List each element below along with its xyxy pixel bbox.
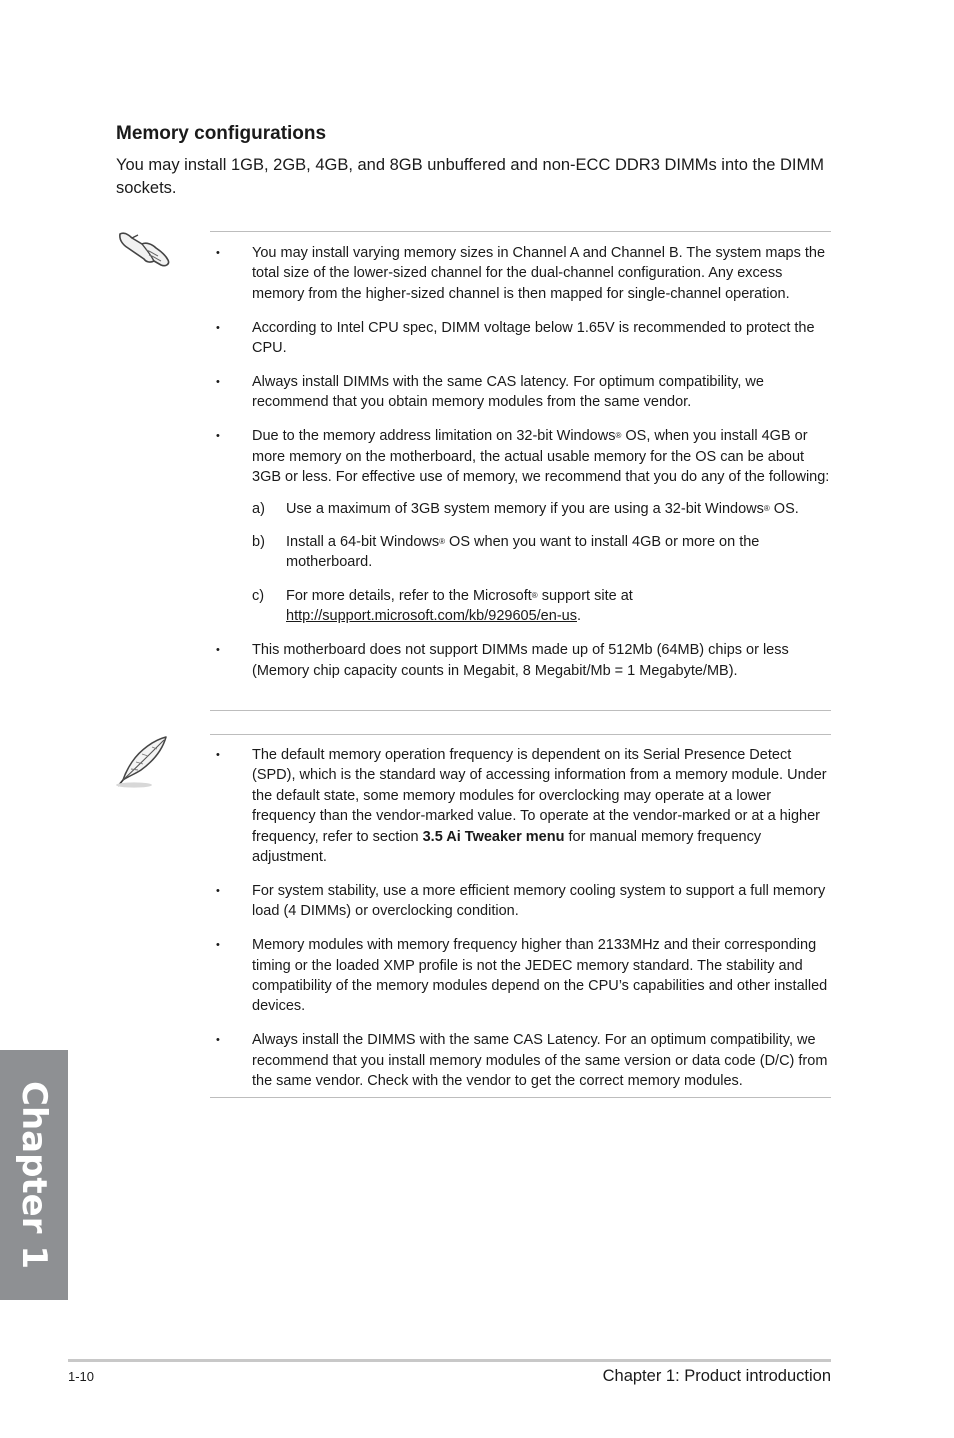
sub-list-item — [252, 586, 831, 627]
list-item — [210, 881, 831, 922]
bullet: • — [216, 247, 220, 259]
list-item-text: You may install varying memory sizes in Channel A and Channel B. The system maps the total size of the lower-sized channel for the dual-channel configuration. Any excess memory from the higher-sized channel is then mapped for single-channel operation. — [252, 245, 826, 302]
section-heading: Memory configurations — [116, 123, 327, 144]
bullet: • — [216, 939, 220, 952]
list-item-memory-frequency — [210, 745, 831, 867]
sub-list-letter: c) — [252, 587, 265, 604]
bullet: • — [216, 749, 220, 761]
chapter-tab-label: Chapter 1 — [14, 1080, 54, 1270]
sub-list — [252, 499, 831, 627]
list-item — [210, 640, 831, 681]
pointing-hand-icon — [116, 226, 172, 268]
bullet: • — [216, 430, 220, 443]
sub-list-letter: a) — [252, 500, 265, 517]
page-number: 1-10 — [68, 1369, 95, 1384]
list-item — [210, 1030, 831, 1091]
list-item-text: This motherboard does not support DIMMs made up of 512Mb (64MB) chips or less (Memory chip capacity counts in Megabit, 8 Megabit/Mb = 1 Megabyte/MB). — [252, 642, 789, 679]
sub-list-text: For more details, refer to the Microsoft — [286, 587, 532, 604]
registered-mark: ® — [439, 536, 446, 546]
registered-mark: ® — [615, 431, 622, 441]
sub-list-item — [252, 532, 831, 573]
sub-list-text: . — [576, 608, 581, 625]
bullet: • — [216, 644, 220, 657]
bullet: • — [216, 1034, 220, 1047]
chapter-tab — [0, 1050, 68, 1300]
list-item-text: OS, when you install 4GB or more memory on the motherboard, the actual usable memory for the OS can be about 3GB or less. For effective use of memory, we recommend that you do any of the following: — [252, 428, 830, 486]
bullet: • — [216, 376, 220, 389]
note-box — [210, 734, 831, 1098]
list-item — [210, 372, 831, 413]
registered-mark: ® — [531, 590, 538, 600]
sub-list-item — [252, 499, 831, 519]
list-item-text: Due to the memory address limitation on 32-bit Windows — [252, 428, 616, 445]
footer-divider — [68, 1359, 831, 1362]
quill-pen-icon — [114, 734, 172, 790]
sub-list-text: support site at — [537, 587, 633, 604]
list-item-text: The default memory operation frequency is dependent on its Serial Presence Detect (SPD), which is the standard way of accessing information from a memory module. Under the default state, some memory modules for overclocking may operate at a lower frequency than the vendor-marked value. To operate at the vendor-marked or at a higher frequency, refer to section — [252, 747, 827, 845]
list-item-text: Memory modules with memory frequency higher than 2133MHz and their corresponding timing or the loaded XMP profile is not the JEDEC memory standard. The stability and compatibility of the memory modules depend on the CPU’s capabilities and other installed devices. — [252, 937, 828, 1015]
sub-list-letter: b) — [252, 533, 265, 550]
section-reference: 3.5 Ai Tweaker menu — [422, 828, 565, 845]
list-item-text: For system stability, use a more efficient memory cooling system to support a full memory load (4 DIMMs) or overclocking condition. — [252, 882, 826, 920]
sub-list-text: OS when you want to install 4GB or more on the motherboard. — [286, 533, 760, 571]
list-item — [210, 318, 831, 359]
sub-list-text: Install a 64-bit Windows — [286, 533, 440, 550]
bullet: • — [216, 321, 220, 334]
list-item — [210, 935, 831, 1017]
sub-list-text: OS. — [769, 500, 799, 517]
chapter-title-footer: Chapter 1: Product introduction — [602, 1367, 831, 1385]
list-item — [210, 243, 831, 304]
sub-list-text: Use a maximum of 3GB system memory if you are using a 32-bit Windows — [286, 500, 764, 517]
registered-mark: ® — [763, 503, 770, 513]
bullet: • — [216, 884, 220, 897]
list-item-text: According to Intel CPU spec, DIMM voltage below 1.65V is recommended to protect the CPU. — [252, 319, 815, 357]
microsoft-support-link[interactable]: http://support.microsoft.com/kb/929605/en-us — [286, 608, 577, 625]
list-item-text: Always install the DIMMS with the same CAS Latency. For an optimum compatibility, we recommend that you install memory modules of the same version or data code (D/C) from the same vendor. Check with the vendor to get the correct memory modules. — [252, 1032, 828, 1090]
list-item-windows-limitation — [210, 426, 831, 626]
list-item-text: Always install DIMMs with the same CAS latency. For optimum compatibility, we recommend that you obtain memory modules from the same vendor. — [252, 374, 764, 411]
list-item-text: for manual memory frequency adjustment. — [252, 828, 762, 866]
intro-paragraph: You may install 1GB, 2GB, 4GB, and 8GB unbuffered and non-ECC DDR3 DIMMs into the DIMM sockets. — [116, 156, 824, 197]
notice-box — [210, 231, 831, 711]
